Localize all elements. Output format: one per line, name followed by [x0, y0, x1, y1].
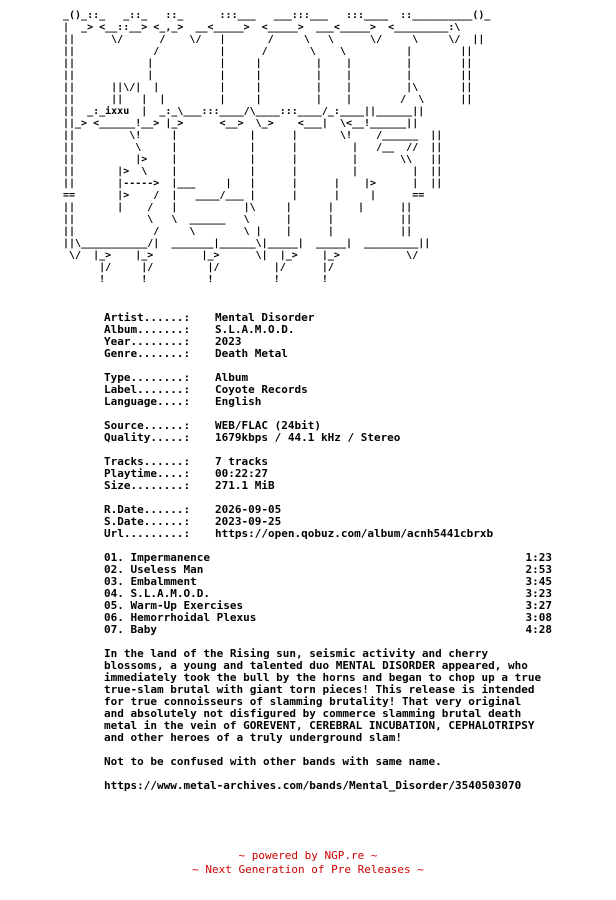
rdate-value: 2026-09-05: [215, 503, 282, 516]
playtime-value: 00:22:27: [215, 467, 268, 480]
language-row: [104, 396, 610, 408]
logo-art-line: ||\___________/| _______|______\|_____| _____| _________||: [63, 238, 431, 249]
logo-art-line: || | | | | | | ||: [63, 70, 473, 81]
genre-key: Genre.......:: [104, 347, 191, 360]
track-title: 03. Embalmment: [104, 575, 197, 588]
type-value: Album: [215, 371, 249, 384]
logo-art-line: || \! | | | \! /______ ||: [63, 130, 443, 141]
genre-value: Death Metal: [215, 347, 288, 360]
sdate-key: S.Date......:: [104, 515, 191, 528]
tracklist: [104, 552, 610, 636]
logo-art-line: | _> <__::__> <_,_> __<_____> <_____> ___<_____> <_________:\: [63, 22, 461, 33]
footer: [0, 849, 616, 877]
size-value: 271.1 MiB: [215, 479, 275, 492]
quality-row: [104, 432, 610, 444]
label-key: Label.......:: [104, 383, 191, 396]
track-title: 04. S.L.A.M.O.D.: [104, 587, 210, 600]
source-value: WEB/FLAC (24bit): [215, 419, 321, 432]
tracks-key: Tracks......:: [104, 455, 191, 468]
album-description: [104, 648, 610, 744]
genre-row: [104, 348, 610, 360]
size-row: [104, 480, 610, 492]
url-link[interactable]: https://open.qobuz.com/album/acnh5441cbrxb: [215, 527, 494, 540]
logo-art-line: ||_> <______!__> |_> <__> \_> <___| \<__!______||: [63, 118, 419, 129]
logo-art-line: || | | | | | | ||: [63, 58, 473, 69]
artist-value: Mental Disorder: [215, 311, 315, 324]
logo-art-line: |/ |/ |/ |/ |/: [63, 262, 334, 273]
album-key: Album.......:: [104, 323, 191, 336]
language-key: Language....:: [104, 395, 191, 408]
track-duration: 3:45: [525, 575, 552, 588]
tagline-text: ~ Next Generation of Pre Releases ~: [192, 863, 424, 876]
logo-art-line: || _:_ixxu | _:_\___:::____/\____:::____/_:____||______||: [63, 106, 425, 117]
url-row: [104, 528, 610, 540]
quality-value: 1679kbps / 44.1 kHz / Stereo: [215, 431, 401, 444]
disambiguation-note: Not to be confused with other bands with same name.: [104, 755, 442, 768]
year-value: 2023: [215, 335, 242, 348]
track-title: 05. Warm-Up Exercises: [104, 599, 244, 612]
url-key: Url.........:: [104, 527, 191, 540]
track-duration: 4:28: [525, 623, 552, 636]
type-key: Type........:: [104, 371, 191, 384]
language-value: English: [215, 395, 262, 408]
logo-art-line: || || | | | | | | / \ ||: [63, 94, 473, 105]
logo-art-line: || \ \ ______ \ | | ||: [63, 214, 413, 225]
logo-art-line: || | / | |\ | | | ||: [63, 202, 413, 213]
logo-art-line: \/ |_> |_> |_> \| |_> |_> \/: [63, 250, 419, 261]
logo-art-line: ! ! ! ! !: [63, 274, 328, 285]
tracks-value: 7 tracks: [215, 455, 268, 468]
track-duration: 3:23: [525, 587, 552, 600]
playtime-key: Playtime....:: [104, 467, 191, 480]
source-key: Source......:: [104, 419, 191, 432]
logo-art-line: || / | / \ \ | ||: [63, 46, 473, 57]
track-duration: 3:27: [525, 599, 552, 612]
logo-art-line: || |> | | | | \\ ||: [63, 154, 443, 165]
sdate-value: 2023-09-25: [215, 515, 282, 528]
track-title: 06. Hemorrhoidal Plexus: [104, 611, 257, 624]
label-value: Coyote Records: [215, 383, 308, 396]
logo-art-line: || \/ / \/ | / \ \ \/ \ \/ ||: [63, 34, 485, 45]
track-duration: 1:23: [525, 551, 552, 564]
track-duration: 2:53: [525, 563, 552, 576]
logo-art-line: == |> / | ____/___ | | | | ==: [63, 190, 425, 201]
logo-art-line: _()_::_ _::_ ::_ :::___ ___:::___ :::____ ::__________()_: [63, 10, 491, 21]
track-title: 02. Useless Man: [104, 563, 204, 576]
album-value: S.L.A.M.O.D.: [215, 323, 295, 336]
track-duration: 3:08: [525, 611, 552, 624]
logo-art-line: || \ | | | | /__ // ||: [63, 142, 443, 153]
quality-key: Quality.....:: [104, 431, 191, 444]
description-text: In the land of the Rising sun, seismic activity and cherry blossoms, a young and talented duo MENTAL DISORDER appeared, who immediately took the bull by the horns and began to chop up a true true-slam brutal with giant torn pieces! This release is intended for true connoisseurs of slamming brutality! That very original and absolutely not disfigured by commerce slamming brutal death metal in the vein of GOREVENT, CEREBRAL INCUBATION, CEPHALOTRIPSY and other heroes of a truly underground slam!: [104, 647, 542, 744]
ascii-art-logo: [0, 10, 616, 286]
logo-art-line: || |-----> |___ | | | | |> | ||: [63, 178, 443, 189]
track-title: 07. Baby: [104, 623, 157, 636]
track-title: 01. Impermanence: [104, 551, 210, 564]
year-key: Year........:: [104, 335, 191, 348]
logo-art-line: || ||\/| | | | | | |\ ||: [63, 82, 473, 93]
powered-by-text[interactable]: ~ powered by NGP.re ~: [238, 849, 378, 862]
artist-key: Artist......:: [104, 311, 191, 324]
logo-art-line: || / \ \ | | | ||: [63, 226, 413, 237]
metal-archives-link[interactable]: https://www.metal-archives.com/bands/Mental_Disorder/3540503070: [104, 779, 522, 792]
logo-art-line: || |> \ | | | | | ||: [63, 166, 443, 177]
track-row: [104, 612, 552, 624]
nfo-body: [104, 312, 610, 792]
rdate-key: R.Date......:: [104, 503, 191, 516]
size-key: Size........:: [104, 479, 191, 492]
track-row: [104, 624, 552, 636]
